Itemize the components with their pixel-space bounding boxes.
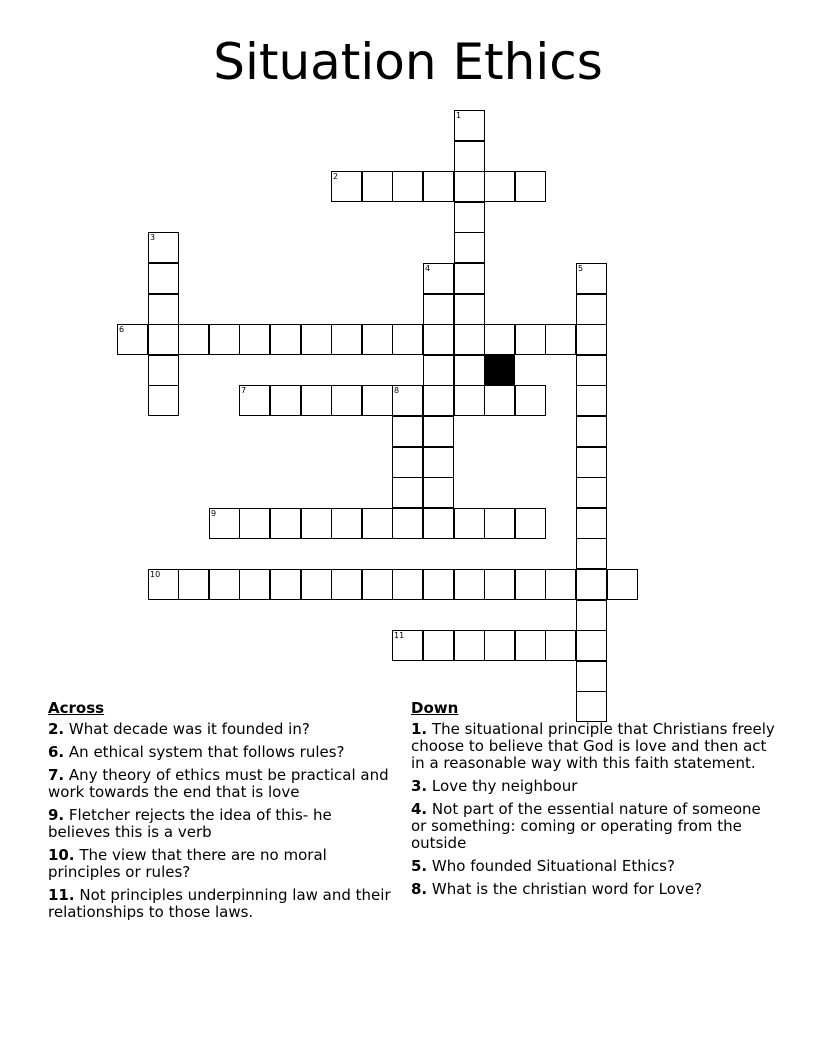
clue-across: [48, 887, 398, 921]
grid-cell[interactable]: [515, 508, 546, 539]
grid-cell[interactable]: [362, 508, 393, 539]
grid-cell[interactable]: [423, 477, 454, 508]
cell-number: 9: [211, 509, 217, 518]
grid-cell[interactable]: [576, 630, 607, 661]
grid-cell[interactable]: [454, 385, 485, 416]
clue-across: [48, 721, 398, 738]
grid-cell[interactable]: [270, 508, 301, 539]
clue-across: [48, 767, 398, 801]
clue-down: [411, 778, 776, 795]
clue-across: [48, 847, 398, 881]
grid-cell[interactable]: [545, 569, 576, 600]
grid-cell[interactable]: [362, 171, 393, 202]
across-clues: [48, 700, 398, 927]
clue-text: Fletcher rejects the idea of this- he believes this is a verb: [48, 806, 332, 841]
across-heading: Across: [48, 699, 105, 717]
clue-number: 5.: [411, 857, 428, 875]
down-clues: [411, 700, 776, 904]
clue-text: An ethical system that follows rules?: [68, 743, 345, 761]
grid-cell[interactable]: [454, 232, 485, 263]
grid-cell[interactable]: [484, 385, 515, 416]
grid-cell[interactable]: [576, 477, 607, 508]
cell-number: 3: [150, 233, 156, 242]
grid-cell[interactable]: [484, 630, 515, 661]
grid-cell[interactable]: [454, 171, 485, 202]
grid-cell[interactable]: [209, 324, 240, 355]
clue-number: 1.: [411, 720, 428, 738]
clue-number: 2.: [48, 720, 65, 738]
clue-across: [48, 807, 398, 841]
grid-cell[interactable]: [576, 508, 607, 539]
grid-cell[interactable]: [239, 385, 270, 416]
grid-cell[interactable]: [454, 630, 485, 661]
clue-text: The view that there are no moral principles or rules?: [48, 846, 327, 881]
grid-cell[interactable]: [392, 171, 423, 202]
black-cell: [484, 355, 515, 386]
grid-cell[interactable]: [454, 263, 485, 294]
grid-cell[interactable]: [454, 110, 485, 141]
clue-text: Any theory of ethics must be practical and work towards the end that is love: [48, 766, 389, 801]
grid-cell[interactable]: [423, 447, 454, 478]
grid-cell[interactable]: [576, 324, 607, 355]
grid-cell[interactable]: [545, 324, 576, 355]
grid-cell[interactable]: [117, 324, 148, 355]
grid-cell[interactable]: [423, 630, 454, 661]
clue-down: [411, 881, 776, 898]
grid-cell[interactable]: [576, 600, 607, 631]
grid-cell[interactable]: [454, 508, 485, 539]
grid-cell[interactable]: [515, 385, 546, 416]
puzzle-title: Situation Ethics: [213, 33, 603, 91]
grid-cell[interactable]: [239, 508, 270, 539]
grid-cell[interactable]: [392, 569, 423, 600]
grid-cell[interactable]: [576, 416, 607, 447]
cell-number: 8: [394, 386, 400, 395]
cell-number: 11: [394, 631, 405, 640]
cell-number: 5: [578, 264, 584, 273]
clue-text: What decade was it founded in?: [68, 720, 310, 738]
cell-number: 1: [456, 111, 462, 120]
grid-cell[interactable]: [423, 385, 454, 416]
clue-down: [411, 801, 776, 852]
grid-cell[interactable]: [362, 324, 393, 355]
grid-cell[interactable]: [484, 171, 515, 202]
cell-number: 10: [150, 570, 161, 579]
grid-cell[interactable]: [331, 324, 362, 355]
grid-cell[interactable]: [484, 569, 515, 600]
clue-down: [411, 858, 776, 875]
grid-cell[interactable]: [454, 294, 485, 325]
clue-number: 3.: [411, 777, 428, 795]
grid-cell[interactable]: [148, 263, 179, 294]
grid-cell[interactable]: [576, 263, 607, 294]
clue-text: Who founded Situational Ethics?: [431, 857, 675, 875]
grid-cell[interactable]: [270, 385, 301, 416]
crossword-grid: [117, 110, 638, 692]
grid-cell[interactable]: [178, 324, 209, 355]
grid-cell[interactable]: [423, 263, 454, 294]
grid-cell[interactable]: [423, 294, 454, 325]
grid-cell[interactable]: [423, 508, 454, 539]
grid-cell[interactable]: [148, 232, 179, 263]
down-heading: Down: [411, 699, 459, 717]
grid-cell[interactable]: [484, 324, 515, 355]
grid-cell[interactable]: [148, 294, 179, 325]
grid-cell[interactable]: [148, 324, 179, 355]
grid-cell[interactable]: [148, 569, 179, 600]
grid-cell[interactable]: [270, 569, 301, 600]
grid-cell[interactable]: [576, 447, 607, 478]
grid-cell[interactable]: [392, 416, 423, 447]
grid-cell[interactable]: [515, 569, 546, 600]
grid-cell[interactable]: [454, 141, 485, 172]
grid-cell[interactable]: [301, 324, 332, 355]
grid-cell[interactable]: [454, 355, 485, 386]
grid-cell[interactable]: [331, 385, 362, 416]
grid-cell[interactable]: [576, 569, 607, 600]
cell-number: 4: [425, 264, 431, 273]
grid-cell[interactable]: [392, 447, 423, 478]
grid-cell[interactable]: [301, 508, 332, 539]
clue-number: 10.: [48, 846, 75, 864]
clue-down: [411, 721, 776, 772]
clue-number: 6.: [48, 743, 65, 761]
clue-number: 4.: [411, 800, 428, 818]
grid-cell[interactable]: [301, 569, 332, 600]
clue-number: 11.: [48, 886, 75, 904]
cell-number: 2: [333, 172, 339, 181]
grid-cell[interactable]: [484, 508, 515, 539]
grid-cell[interactable]: [576, 538, 607, 569]
grid-cell[interactable]: [331, 171, 362, 202]
grid-cell[interactable]: [178, 569, 209, 600]
cell-number: 7: [241, 386, 247, 395]
grid-cell[interactable]: [362, 569, 393, 600]
clue-text: Love thy neighbour: [431, 777, 578, 795]
cell-number: 6: [119, 325, 125, 334]
clue-number: 9.: [48, 806, 65, 824]
clue-text: Not principles underpinning law and their relationships to those laws.: [48, 886, 391, 921]
clue-text: Not part of the essential nature of someone or something: coming or operating from the outside: [411, 800, 761, 852]
grid-cell[interactable]: [392, 630, 423, 661]
grid-cell[interactable]: [392, 385, 423, 416]
grid-cell[interactable]: [545, 630, 576, 661]
grid-cell[interactable]: [239, 324, 270, 355]
grid-cell[interactable]: [454, 569, 485, 600]
grid-cell[interactable]: [423, 355, 454, 386]
grid-cell[interactable]: [423, 324, 454, 355]
grid-cell[interactable]: [576, 355, 607, 386]
grid-cell[interactable]: [239, 569, 270, 600]
grid-cell[interactable]: [423, 171, 454, 202]
grid-cell[interactable]: [515, 324, 546, 355]
grid-cell[interactable]: [270, 324, 301, 355]
grid-cell[interactable]: [576, 294, 607, 325]
grid-cell[interactable]: [209, 508, 240, 539]
clue-text: The situational principle that Christians freely choose to believe that God is love and then act in a reasonable way with this faith statement.: [411, 720, 775, 772]
grid-cell[interactable]: [301, 385, 332, 416]
grid-cell[interactable]: [423, 416, 454, 447]
grid-cell[interactable]: [148, 355, 179, 386]
grid-cell[interactable]: [209, 569, 240, 600]
grid-cell[interactable]: [576, 661, 607, 692]
clue-number: 8.: [411, 880, 428, 898]
grid-cell[interactable]: [331, 569, 362, 600]
grid-cell[interactable]: [454, 202, 485, 233]
grid-cell[interactable]: [515, 630, 546, 661]
grid-cell[interactable]: [423, 569, 454, 600]
clue-number: 7.: [48, 766, 65, 784]
grid-cell[interactable]: [148, 385, 179, 416]
grid-cell[interactable]: [331, 508, 362, 539]
grid-cell[interactable]: [576, 385, 607, 416]
clue-across: [48, 744, 398, 761]
grid-cell[interactable]: [392, 508, 423, 539]
clue-text: What is the christian word for Love?: [431, 880, 703, 898]
grid-cell[interactable]: [454, 324, 485, 355]
grid-cell[interactable]: [515, 171, 546, 202]
grid-cell[interactable]: [607, 569, 638, 600]
grid-cell[interactable]: [392, 477, 423, 508]
grid-cell[interactable]: [362, 385, 393, 416]
grid-cell[interactable]: [392, 324, 423, 355]
